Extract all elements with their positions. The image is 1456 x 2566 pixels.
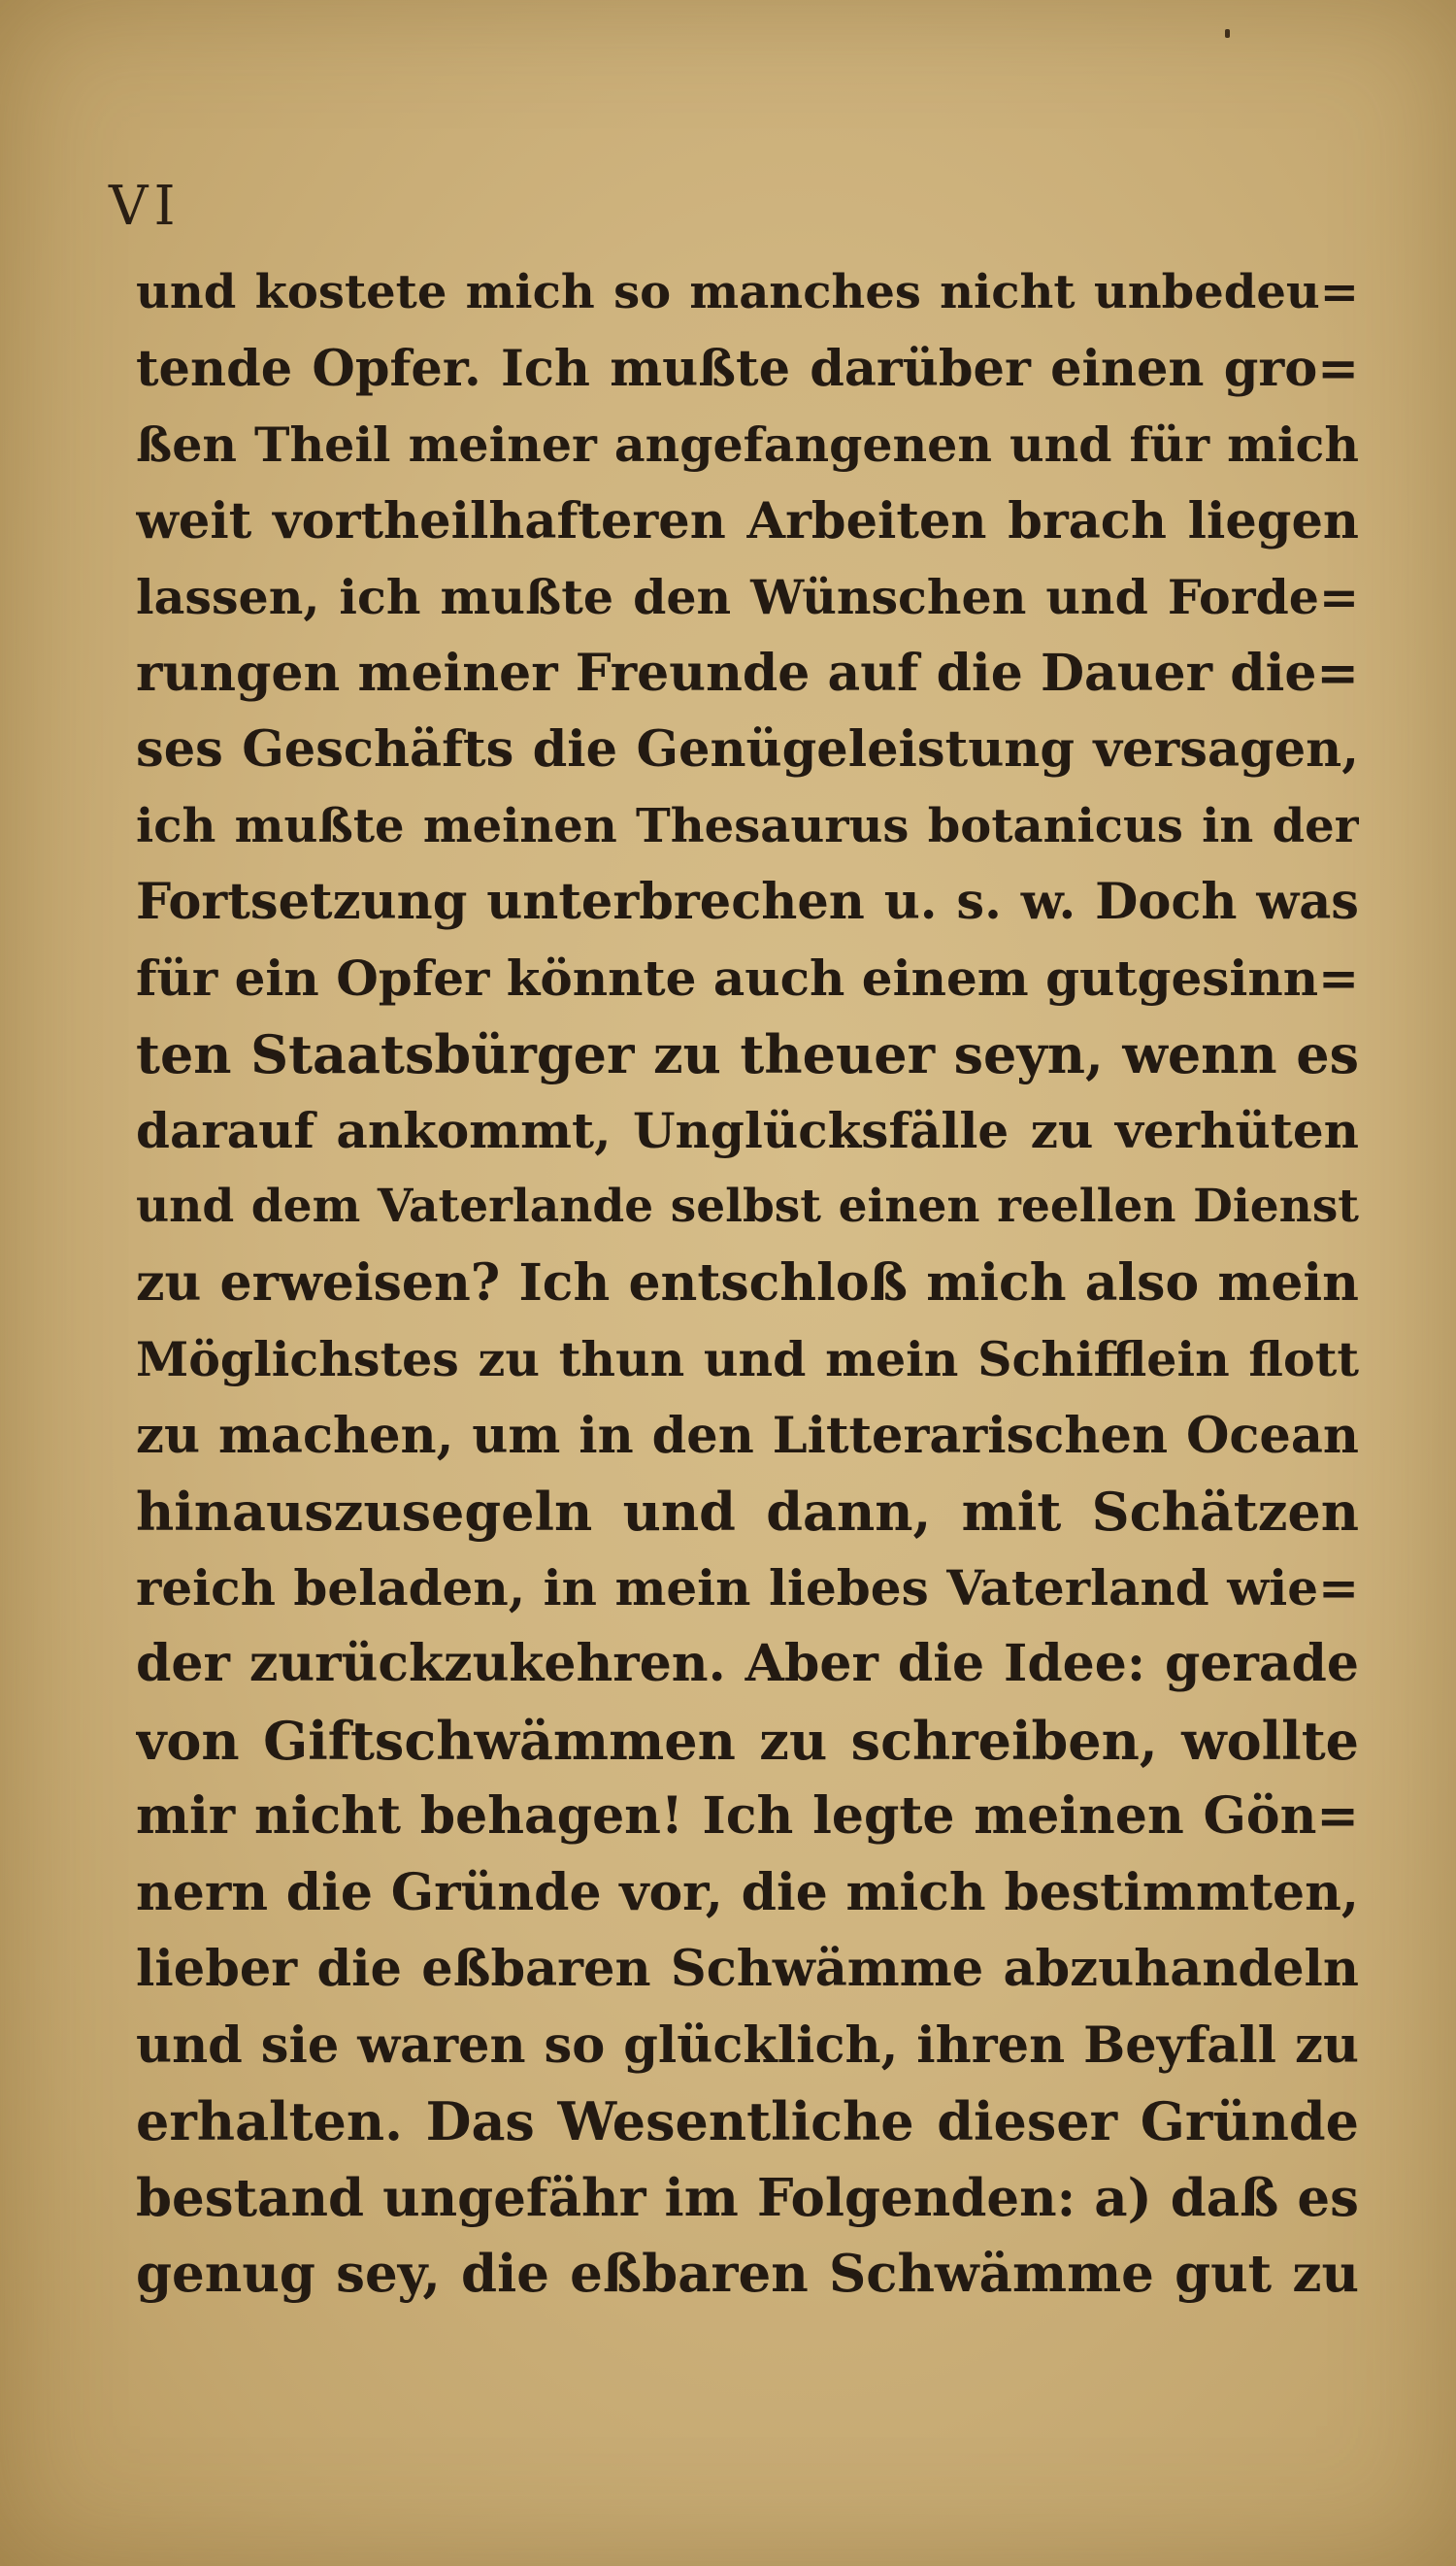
text-line: lassen, ich mußte den Wünschen und Forde= bbox=[136, 569, 1359, 625]
text-line: zu erweisen? Ich entschloß mich also mein bbox=[136, 1252, 1359, 1313]
text-line: mir nicht behagen! Ich legte meinen Gön= bbox=[136, 1786, 1359, 1846]
text-line: der zurückzukehren. Aber die Idee: gerade bbox=[136, 1634, 1359, 1693]
text-line: genug sey, die eßbaren Schwämme gut zu bbox=[136, 2244, 1359, 2304]
ink-speck bbox=[1225, 29, 1230, 38]
page-number: VI bbox=[109, 175, 182, 238]
text-line: tende Opfer. Ich mußte darüber einen gro= bbox=[136, 339, 1359, 398]
text-line: darauf ankommt, Unglücksfälle zu verhüten bbox=[136, 1101, 1359, 1159]
text-line: für ein Opfer könnte auch einem gutgesinn= bbox=[136, 949, 1359, 1007]
text-line: ich mußte meinen Thesaurus botanicus in der bbox=[136, 798, 1359, 853]
text-line: von Giftschwämmen zu schreiben, wollte bbox=[136, 1709, 1359, 1772]
text-line: ses Geschäfts die Genügeleistung versagen, bbox=[136, 720, 1359, 779]
text-line: ßen Theil meiner angefangenen und für mich bbox=[136, 417, 1359, 473]
text-line: hinauszusegeln und dann, mit Schätzen bbox=[136, 1481, 1359, 1543]
text-line: zu machen, um in den Litterarischen Ocean bbox=[136, 1406, 1359, 1465]
text-line: nern die Gründe vor, die mich bestimmten, bbox=[136, 1862, 1359, 1922]
text-line: und kostete mich so manches nicht unbedeu= bbox=[136, 265, 1359, 319]
body-text bbox=[136, 254, 1359, 2313]
text-line: und dem Vaterlande selbst einen reellen Dienst bbox=[136, 1180, 1359, 1233]
text-line: erhalten. Das Wesentliche dieser Gründe bbox=[136, 2090, 1359, 2152]
text-line: Fortsetzung unterbrechen u. s. w. Doch was bbox=[136, 873, 1359, 931]
text-line: ten Staatsbürger zu theuer seyn, wenn es bbox=[136, 1023, 1359, 1085]
text-line: bestand ungefähr im Folgenden: a) daß es bbox=[136, 2167, 1359, 2228]
text-line: lieber die eßbaren Schwämme abzuhandeln bbox=[136, 1940, 1359, 1998]
text-line: Möglichstes zu thun und mein Schifflein flott bbox=[136, 1331, 1359, 1387]
text-line: weit vortheilhafteren Arbeiten brach liegen bbox=[136, 491, 1359, 550]
text-line: reich beladen, in mein liebes Vaterland wie= bbox=[136, 1558, 1359, 1616]
text-line: rungen meiner Freunde auf die Dauer die= bbox=[136, 643, 1359, 703]
text-line: und sie waren so glücklich, ihren Beyfall zu bbox=[136, 2016, 1359, 2075]
